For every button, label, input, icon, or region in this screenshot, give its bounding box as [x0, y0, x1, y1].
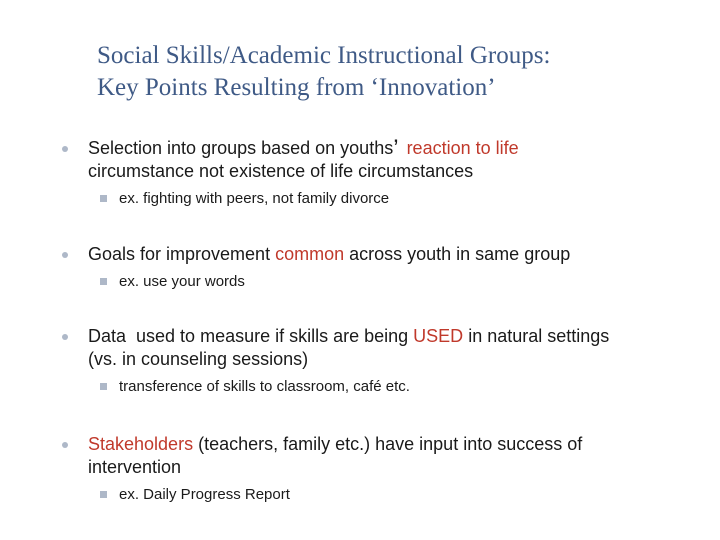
sub-bullet-text: ex. fighting with peers, not family divorce — [119, 190, 390, 207]
bullet-text-part: Selection into groups based on youths — [88, 138, 394, 158]
bullet-line-2: intervention — [88, 457, 182, 477]
bullet-text — [62, 433, 702, 479]
sub-bullet-text: ex. Daily Progress Report — [119, 486, 290, 503]
sub-bullet-text: transference of skills to classroom, café etc. — [119, 378, 410, 395]
bullet-text — [62, 325, 702, 371]
sub-bullet — [62, 272, 702, 292]
sub-bullet-square-icon — [100, 491, 107, 498]
sub-bullet-square-icon — [100, 278, 107, 285]
bullet-highlight: common — [275, 244, 345, 264]
bullet-line-2: (vs. in counseling sessions) — [88, 349, 309, 369]
sub-bullet — [62, 189, 702, 209]
sub-bullet-text: ex. use your words — [119, 273, 245, 290]
bullet-data — [62, 325, 702, 397]
slide-title-line-1: Social Skills/Academic Instructional Groups: — [97, 42, 551, 69]
bullet-text — [62, 137, 702, 183]
sub-bullet — [62, 377, 702, 397]
sub-bullet-square-icon — [100, 383, 107, 390]
slide-title-line-2: Key Points Resulting from ‘Innovation’ — [97, 74, 496, 101]
sub-bullet-square-icon — [100, 195, 107, 202]
bullet-dot-icon — [62, 146, 68, 152]
slide-title — [97, 40, 697, 104]
bullet-line-1 — [88, 137, 702, 160]
bullet-text — [62, 243, 702, 266]
bullet-highlight: reaction to life — [406, 138, 519, 158]
bullet-text-part: Data used to measure if skills are being — [88, 326, 414, 346]
bullet-text-part: (teachers, family etc.) have input into success of — [193, 434, 583, 454]
bullet-stakeholders — [62, 433, 702, 505]
bullet-selection — [62, 137, 702, 209]
sub-bullet — [62, 485, 702, 505]
bullet-dot-icon — [62, 334, 68, 340]
bullet-text-part: in natural settings — [463, 326, 610, 346]
bullet-line-2: circumstance not existence of life circumstances — [88, 161, 474, 181]
bullet-highlight: Stakeholders — [88, 434, 194, 454]
bullet-line-1 — [88, 243, 702, 266]
bullet-dot-icon — [62, 442, 68, 448]
bullet-quote-mark: ’ — [393, 135, 399, 162]
bullet-line-1 — [88, 325, 702, 348]
bullet-line-1 — [88, 433, 702, 456]
bullet-text-part: Goals for improvement — [88, 244, 276, 264]
bullet-goals — [62, 243, 702, 292]
bullet-text-part: across youth in same group — [344, 244, 571, 264]
bullet-highlight: USED — [413, 326, 464, 346]
bullet-dot-icon — [62, 252, 68, 258]
